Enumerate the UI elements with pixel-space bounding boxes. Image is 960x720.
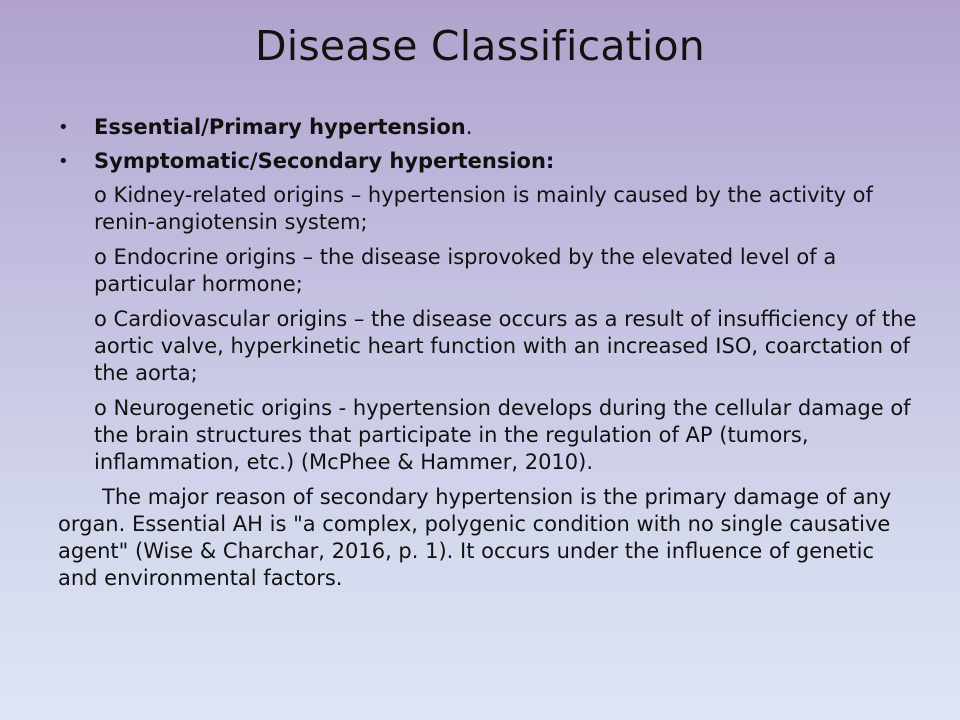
sub-list bbox=[58, 182, 918, 476]
sub-item bbox=[58, 395, 918, 476]
bullet-item bbox=[58, 148, 918, 175]
sub-item-text: Cardiovascular origins – the disease occurs as a result of insufficiency of the aortic valve, hyperkinetic heart function with an increased ISO, coarctation of the aorta; bbox=[94, 307, 917, 385]
bullet-marker: • bbox=[58, 151, 69, 172]
sub-marker: o bbox=[94, 396, 107, 420]
sub-marker: o bbox=[94, 307, 107, 331]
sub-marker: o bbox=[94, 245, 107, 269]
sub-item-text: Neurogenetic origins - hypertension develops during the cellular damage of the brain structures that participate in the regulation of AP (tumors, inflammation, etc.) (McPhee & Hammer, 2010). bbox=[94, 396, 911, 474]
sub-item bbox=[58, 306, 918, 387]
bullet-text: Essential/Primary hypertension bbox=[94, 115, 466, 139]
sub-item bbox=[58, 244, 918, 298]
slide-title: Disease Classification bbox=[255, 22, 705, 70]
bullet-item bbox=[58, 114, 918, 141]
sub-item-text: Kidney-related origins – hypertension is mainly caused by the activity of renin-angiotensin system; bbox=[94, 183, 873, 234]
bullet-marker: • bbox=[58, 117, 69, 138]
sub-marker: o bbox=[94, 183, 107, 207]
sub-item bbox=[58, 182, 918, 236]
bullet-suffix: . bbox=[465, 115, 473, 139]
body-paragraph: The major reason of secondary hypertension is the primary damage of any organ. Essential AH is "a complex, polygenic condition with no single causative agent" (Wise & Charchar, 2016, p. 1). It occurs under the influence of genetic and environmental factors. bbox=[58, 485, 892, 590]
sub-item-text: Endocrine origins – the disease isprovoked by the elevated level of a particular hormone; bbox=[94, 245, 837, 296]
bullet-text: Symptomatic/Secondary hypertension: bbox=[94, 149, 555, 173]
bullet-list bbox=[58, 114, 918, 592]
